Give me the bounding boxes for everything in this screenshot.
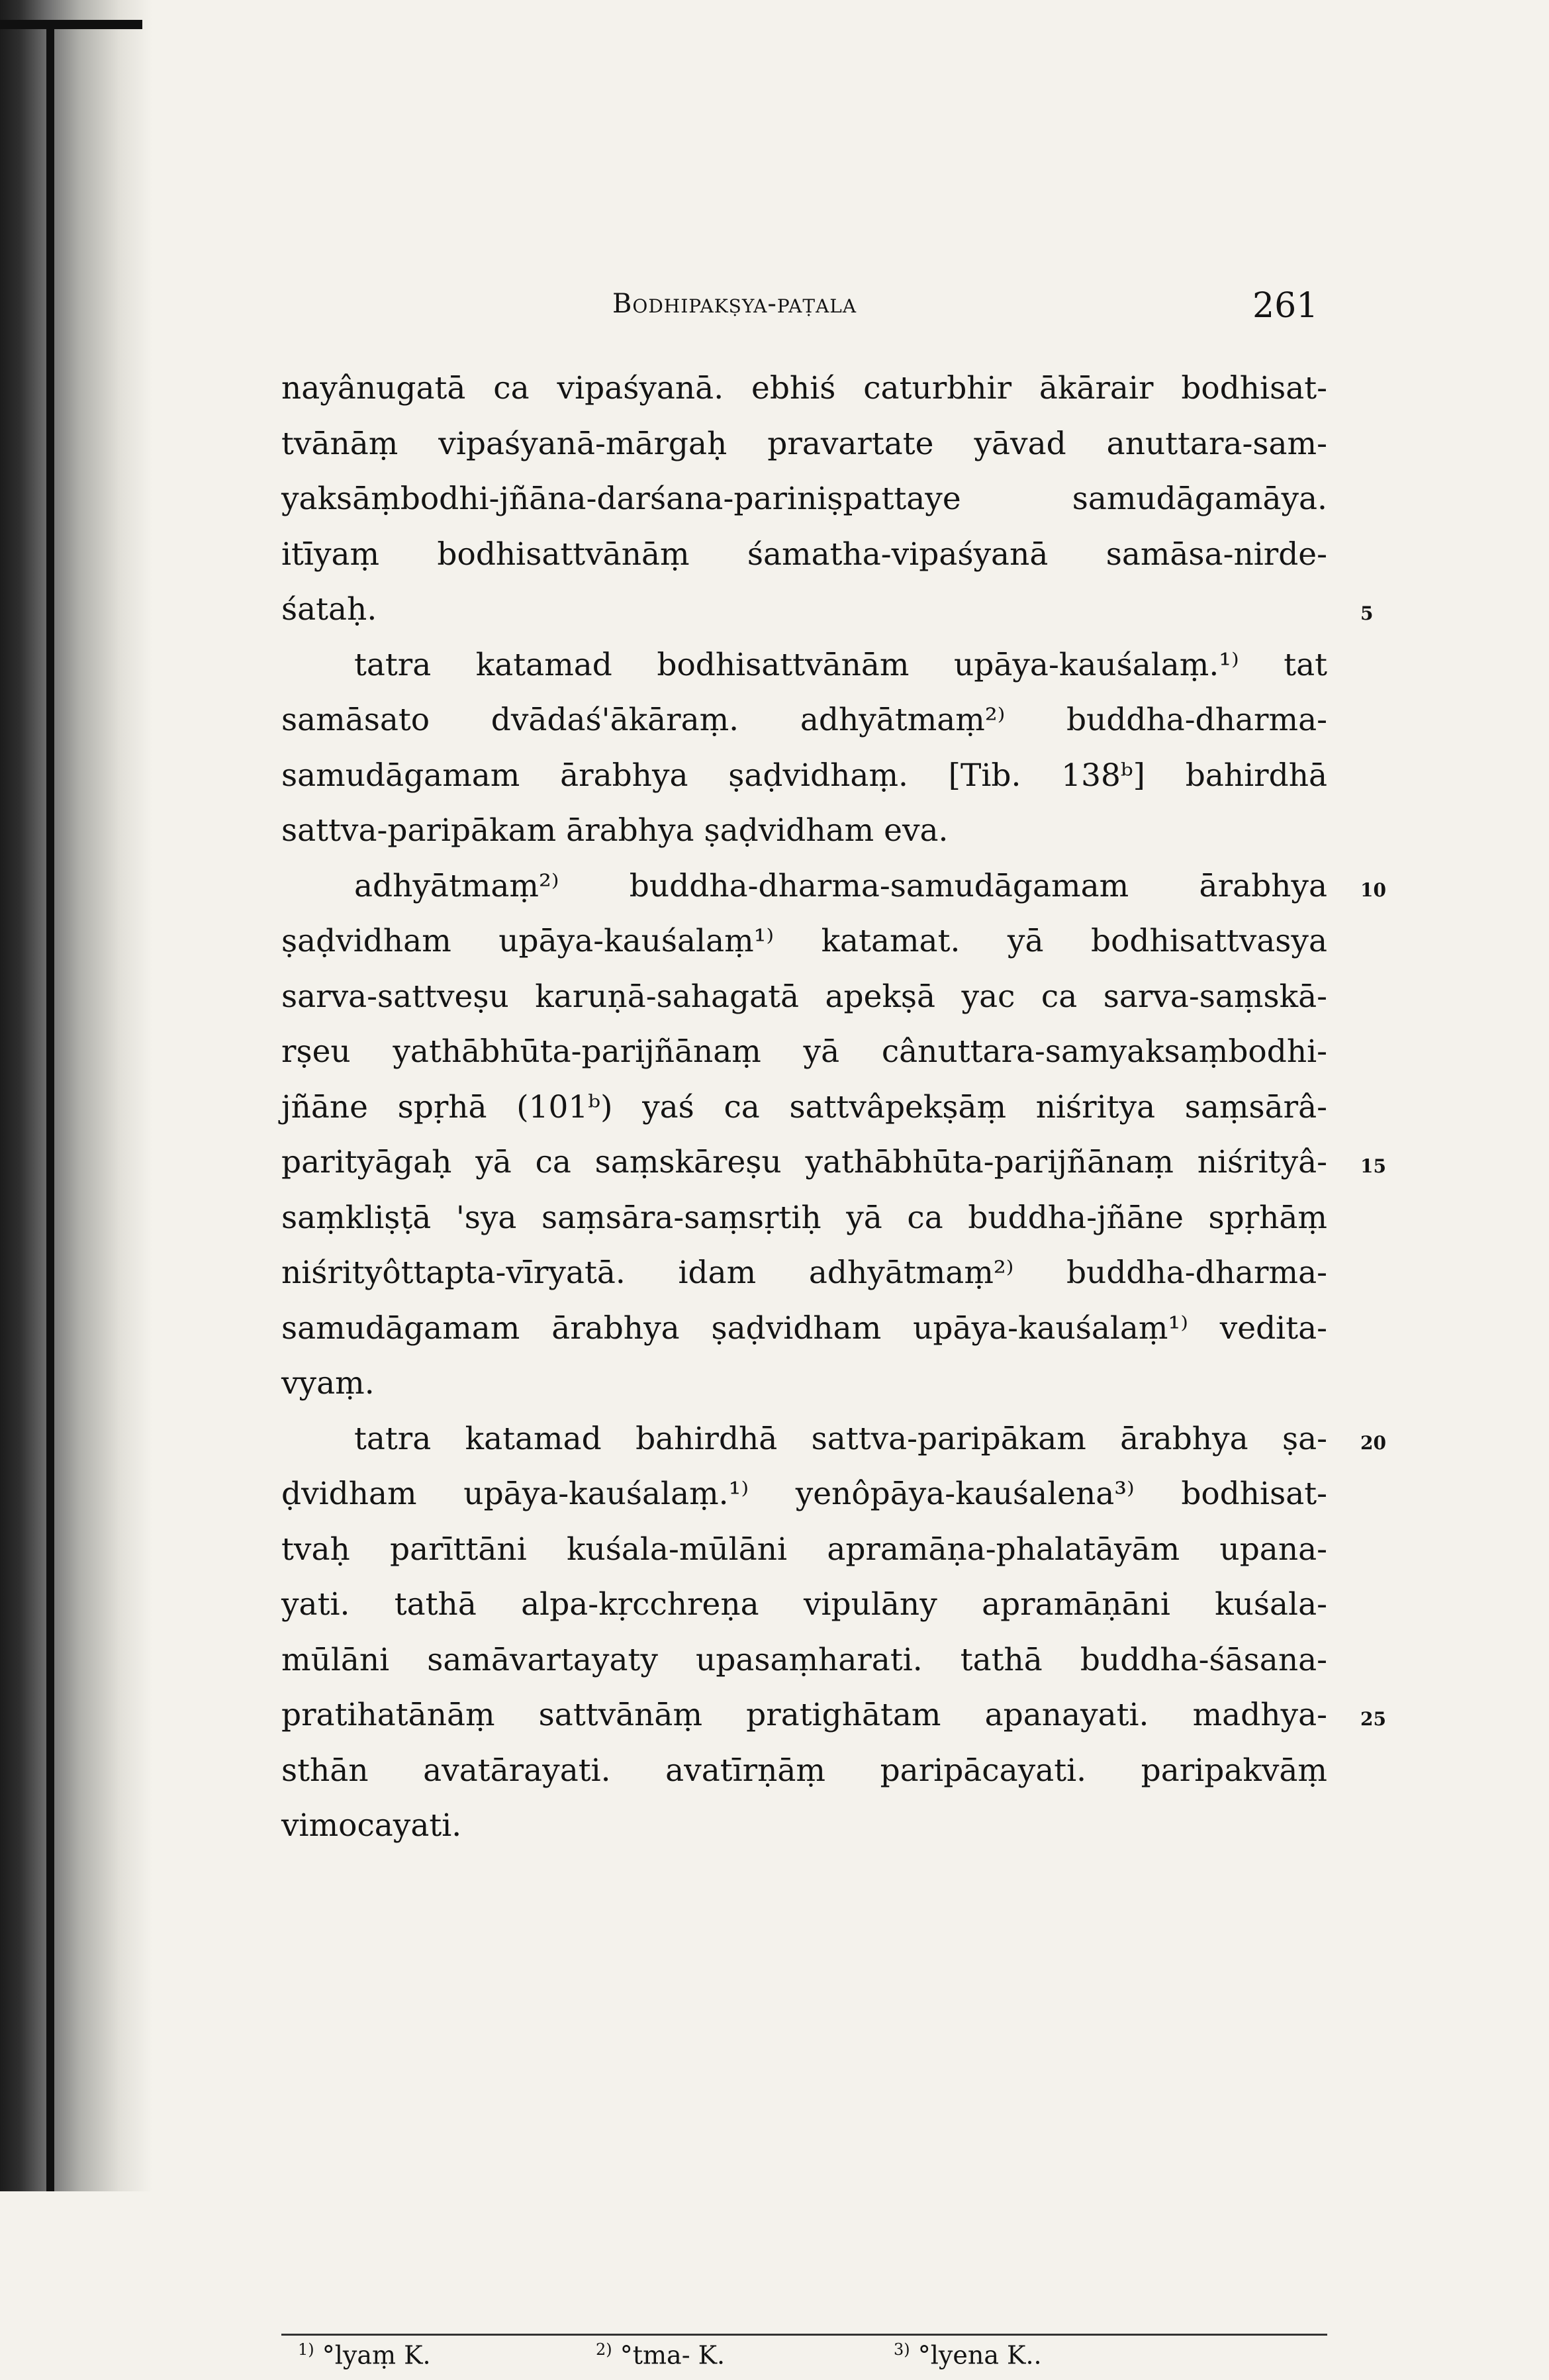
text-line: tvaḥ parīttāni kuśala-mūlāni apramāṇa-phalatāyām upana- — [281, 1531, 1327, 1568]
text-line: tvānāṃ vipaśyanā-mārgaḥ pravartate yāvad anuttara-sam- — [281, 425, 1327, 462]
text-line: śataḥ. 5 — [281, 582, 1327, 638]
body-text — [281, 361, 1386, 1854]
text-line: ḍvidham upāya-kauśalaṃ.¹⁾ yenôpāya-kauśalena³⁾ bodhisat- — [281, 1476, 1327, 1512]
text-line: rṣeu yathābhūta-parijñānaṃ yā cânuttara-samyaksaṃbodhi- — [281, 1033, 1327, 1070]
footnote-mark: 3) — [894, 2340, 910, 2359]
footnote-text: °lyena K.. — [917, 2340, 1042, 2370]
text-line: samudāgamam ārabhya ṣaḍvidham upāya-kauśalaṃ¹⁾ vedita- — [281, 1309, 1327, 1347]
line-number: 15 — [1360, 1155, 1386, 1177]
text-line: adhyātmaṃ²⁾ buddha-dharma-samudāgamam ārabhya 10 — [281, 859, 1327, 914]
footnote-mark: 1) — [298, 2340, 314, 2359]
text-line: sattva-paripākam ārabhya ṣaḍvidham eva. — [281, 812, 949, 849]
text-line: yati. tathā alpa-kṛcchreṇa vipulāny apramāṇāni kuśala- — [281, 1586, 1327, 1623]
line-number: 10 — [1360, 879, 1386, 901]
running-title: Bodhipakṣya-paṭala — [612, 289, 857, 319]
binding-top-edge — [0, 20, 142, 29]
text-line: pratihatānāṃ sattvānāṃ pratighātam apanayati. madhya- 25 — [281, 1688, 1327, 1743]
text-line: nayânugatā ca vipaśyanā. ebhiś caturbhir ākārair bodhisat- — [281, 370, 1327, 406]
footnote-divider — [281, 2334, 1327, 2336]
line-number: 20 — [1360, 1431, 1386, 1454]
text-line: sarva-sattveṣu karuṇā-sahagatā apekṣā yac ca sarva-saṃskā- — [281, 978, 1327, 1015]
text-line: vimocayati. — [281, 1807, 462, 1844]
footnotes — [298, 2340, 1291, 2380]
text-line: parityāgaḥ yā ca saṃskāreṣu yathābhūta-parijñānaṃ niśrityâ- 15 — [281, 1135, 1327, 1190]
text-line: samāsato dvādaś'ākāraṃ. adhyātmaṃ²⁾ buddha-dharma- — [281, 702, 1327, 738]
footnote-text: °tma- K. — [620, 2340, 726, 2370]
text-line: itīyaṃ bodhisattvānāṃ śamatha-vipaśyanā samāsa-nirde- — [281, 536, 1327, 573]
text-line: yaksāṃbodhi-jñāna-darśana-pariniṣpattaye samudāgamāya. — [281, 481, 1327, 517]
text-line: jñāne spṛhā (101ᵇ) yaś ca sattvâpekṣāṃ niśritya saṃsārâ- — [281, 1088, 1327, 1125]
binding-edge-line — [46, 20, 54, 2191]
page-header — [0, 286, 1549, 339]
footnote-2 — [596, 2340, 725, 2370]
text-line: ṣaḍvidham upāya-kauśalaṃ¹⁾ katamat. yā bodhisattvasya — [281, 923, 1327, 959]
footnote-mark: 2) — [596, 2340, 612, 2359]
text-line: tatra katamad bahirdhā sattva-paripākam ārabhya ṣa- 20 — [281, 1411, 1327, 1467]
text-line: niśrityôttapta-vīryatā. idam adhyātmaṃ²⁾ buddha-dharma- — [281, 1255, 1327, 1291]
text-line: mūlāni samāvartayaty upasaṃharati. tathā buddha-śāsana- — [281, 1641, 1327, 1678]
footnote-3 — [894, 2340, 1042, 2370]
line-number: 5 — [1360, 602, 1374, 624]
footnote-1 — [298, 2340, 431, 2370]
text-line: vyaṃ. — [281, 1365, 375, 1402]
footnote-text: °lyaṃ K. — [322, 2340, 431, 2370]
text-line: samudāgamam ārabhya ṣaḍvidhaṃ. [Tib. 138ᵇ] bahirdhā — [281, 757, 1327, 794]
text-line: saṃkliṣṭā 'sya saṃsāra-saṃsṛtiḥ yā ca buddha-jñāne spṛhāṃ — [281, 1199, 1327, 1236]
text-line: sthān avatārayati. avatīrṇāṃ paripācayati. paripakvāṃ — [281, 1752, 1327, 1789]
line-number: 25 — [1360, 1708, 1386, 1730]
page-number: 261 — [1252, 286, 1319, 326]
text-line: tatra katamad bodhisattvānām upāya-kauśalaṃ.¹⁾ tat — [354, 646, 1327, 683]
